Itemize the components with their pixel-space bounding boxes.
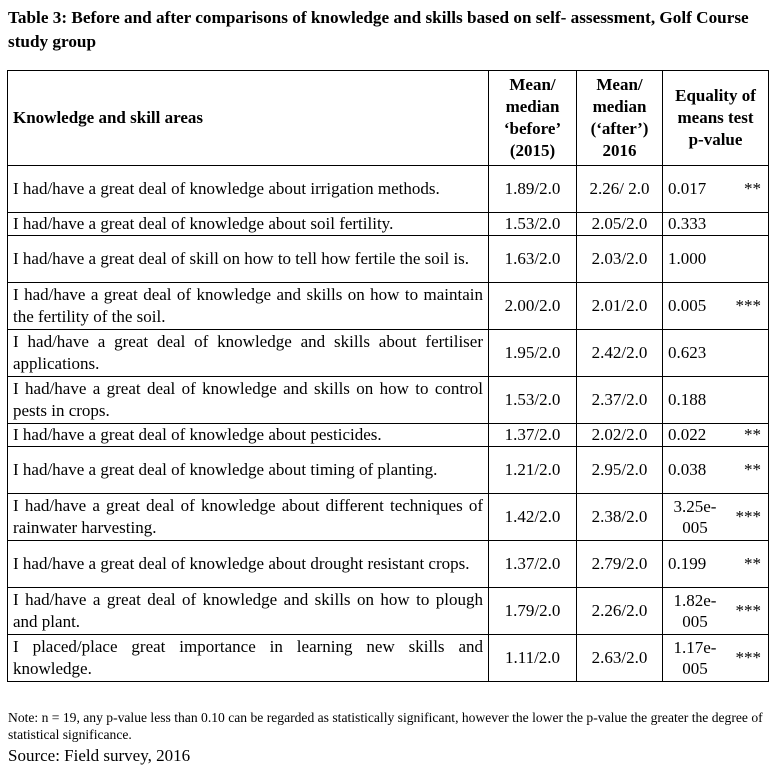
table-row xyxy=(8,330,769,377)
row-mean-after: 2.03/2.0 xyxy=(577,236,663,283)
row-mean-after: 2.26/2.0 xyxy=(577,588,663,635)
header-row xyxy=(8,71,769,166)
table-row xyxy=(8,541,769,588)
table-row xyxy=(8,213,769,236)
row-p-value: 1.17e-005 xyxy=(673,638,717,678)
table-row xyxy=(8,588,769,635)
row-mean-before: 1.37/2.0 xyxy=(489,424,577,447)
row-statement: I had/have a great deal of knowledge about different techniques of rainwater harvesting. xyxy=(8,494,489,541)
row-p-value-cell xyxy=(663,494,769,541)
table-row xyxy=(8,166,769,213)
row-p-value: 0.005 xyxy=(668,296,707,315)
row-significance-marker: ** xyxy=(744,179,761,198)
row-statement: I placed/place great importance in learning new skills and knowledge. xyxy=(8,635,489,682)
table-row xyxy=(8,283,769,330)
row-statement: I had/have a great deal of knowledge about soil fertility. xyxy=(8,213,489,236)
source-line: Source: Field survey, 2016 xyxy=(8,746,191,765)
row-p-value: 0.199 xyxy=(668,554,707,573)
row-mean-before: 1.89/2.0 xyxy=(489,166,577,213)
row-mean-before: 1.42/2.0 xyxy=(489,494,577,541)
table-row xyxy=(8,236,769,283)
table-row xyxy=(8,494,769,541)
row-statement: I had/have a great deal of knowledge about irrigation methods. xyxy=(8,166,489,213)
row-mean-before: 1.11/2.0 xyxy=(489,635,577,682)
row-mean-after: 2.79/2.0 xyxy=(577,541,663,588)
row-p-value: 3.25e-005 xyxy=(673,497,717,537)
row-p-value-cell xyxy=(663,541,769,588)
row-mean-before: 1.53/2.0 xyxy=(489,213,577,236)
row-mean-after: 2.02/2.0 xyxy=(577,424,663,447)
row-p-value: 0.623 xyxy=(668,343,707,362)
row-mean-before: 1.95/2.0 xyxy=(489,330,577,377)
row-p-value: 0.333 xyxy=(668,214,707,233)
row-statement: I had/have a great deal of knowledge and skills on how to plough and plant. xyxy=(8,588,489,635)
row-mean-before: 2.00/2.0 xyxy=(489,283,577,330)
row-mean-after: 2.95/2.0 xyxy=(577,447,663,494)
table-row xyxy=(8,424,769,447)
row-p-value: 1.82e-005 xyxy=(673,591,717,631)
row-p-value-cell xyxy=(663,330,769,377)
table-body xyxy=(8,166,769,682)
row-mean-after: 2.42/2.0 xyxy=(577,330,663,377)
row-p-value: 0.188 xyxy=(668,390,707,409)
row-p-value: 0.017 xyxy=(668,179,707,198)
row-statement: I had/have a great deal of knowledge and skills about fertiliser applications. xyxy=(8,330,489,377)
table-row xyxy=(8,377,769,424)
header-p-value: Equality of means test p-value xyxy=(663,71,769,166)
row-p-value: 0.022 xyxy=(668,425,707,444)
row-statement: I had/have a great deal of knowledge and skills on how to control pests in crops. xyxy=(8,377,489,424)
row-p-value-cell xyxy=(663,377,769,424)
row-mean-before: 1.79/2.0 xyxy=(489,588,577,635)
row-significance-marker: *** xyxy=(735,601,761,620)
row-significance-marker: ** xyxy=(744,554,761,573)
row-mean-after: 2.05/2.0 xyxy=(577,213,663,236)
header-knowledge-areas: Knowledge and skill areas xyxy=(8,71,489,166)
row-p-value-cell xyxy=(663,424,769,447)
row-statement: I had/have a great deal of knowledge about pesticides. xyxy=(8,424,489,447)
header-mean-after: Mean/ median (‘after’) 2016 xyxy=(577,71,663,166)
row-p-value: 1.000 xyxy=(668,249,707,268)
header-mean-before: Mean/ median ‘before’ (2015) xyxy=(489,71,577,166)
row-p-value-cell xyxy=(663,213,769,236)
row-mean-before: 1.37/2.0 xyxy=(489,541,577,588)
row-mean-before: 1.63/2.0 xyxy=(489,236,577,283)
row-p-value-cell xyxy=(663,236,769,283)
row-significance-marker: *** xyxy=(735,296,761,315)
row-statement: I had/have a great deal of knowledge and skills on how to maintain the fertility of the soil. xyxy=(8,283,489,330)
table-row xyxy=(8,635,769,682)
row-mean-after: 2.01/2.0 xyxy=(577,283,663,330)
row-p-value-cell xyxy=(663,588,769,635)
row-mean-after: 2.63/2.0 xyxy=(577,635,663,682)
row-p-value-cell xyxy=(663,283,769,330)
table-note: Note: n = 19, any p-value less than 0.10 can be regarded as statistically significant, however the lower the p-value the greater the degree of statistical significance. xyxy=(8,710,763,742)
row-significance-marker: *** xyxy=(735,507,761,526)
row-p-value-cell xyxy=(663,447,769,494)
row-statement: I had/have a great deal of knowledge about timing of planting. xyxy=(8,447,489,494)
table-row xyxy=(8,447,769,494)
row-statement: I had/have a great deal of skill on how to tell how fertile the soil is. xyxy=(8,236,489,283)
row-significance-marker: *** xyxy=(735,648,761,667)
row-mean-before: 1.53/2.0 xyxy=(489,377,577,424)
row-statement: I had/have a great deal of knowledge about drought resistant crops. xyxy=(8,541,489,588)
row-mean-after: 2.38/2.0 xyxy=(577,494,663,541)
row-significance-marker: ** xyxy=(744,460,761,479)
row-significance-marker: ** xyxy=(744,425,761,444)
knowledge-skills-table xyxy=(7,70,769,682)
row-p-value-cell xyxy=(663,166,769,213)
row-mean-after: 2.26/ 2.0 xyxy=(577,166,663,213)
row-p-value-cell xyxy=(663,635,769,682)
table-caption: Table 3: Before and after comparisons of knowledge and skills based on self- assessment, Golf Course study group xyxy=(8,8,749,51)
row-mean-after: 2.37/2.0 xyxy=(577,377,663,424)
row-mean-before: 1.21/2.0 xyxy=(489,447,577,494)
row-p-value: 0.038 xyxy=(668,460,707,479)
